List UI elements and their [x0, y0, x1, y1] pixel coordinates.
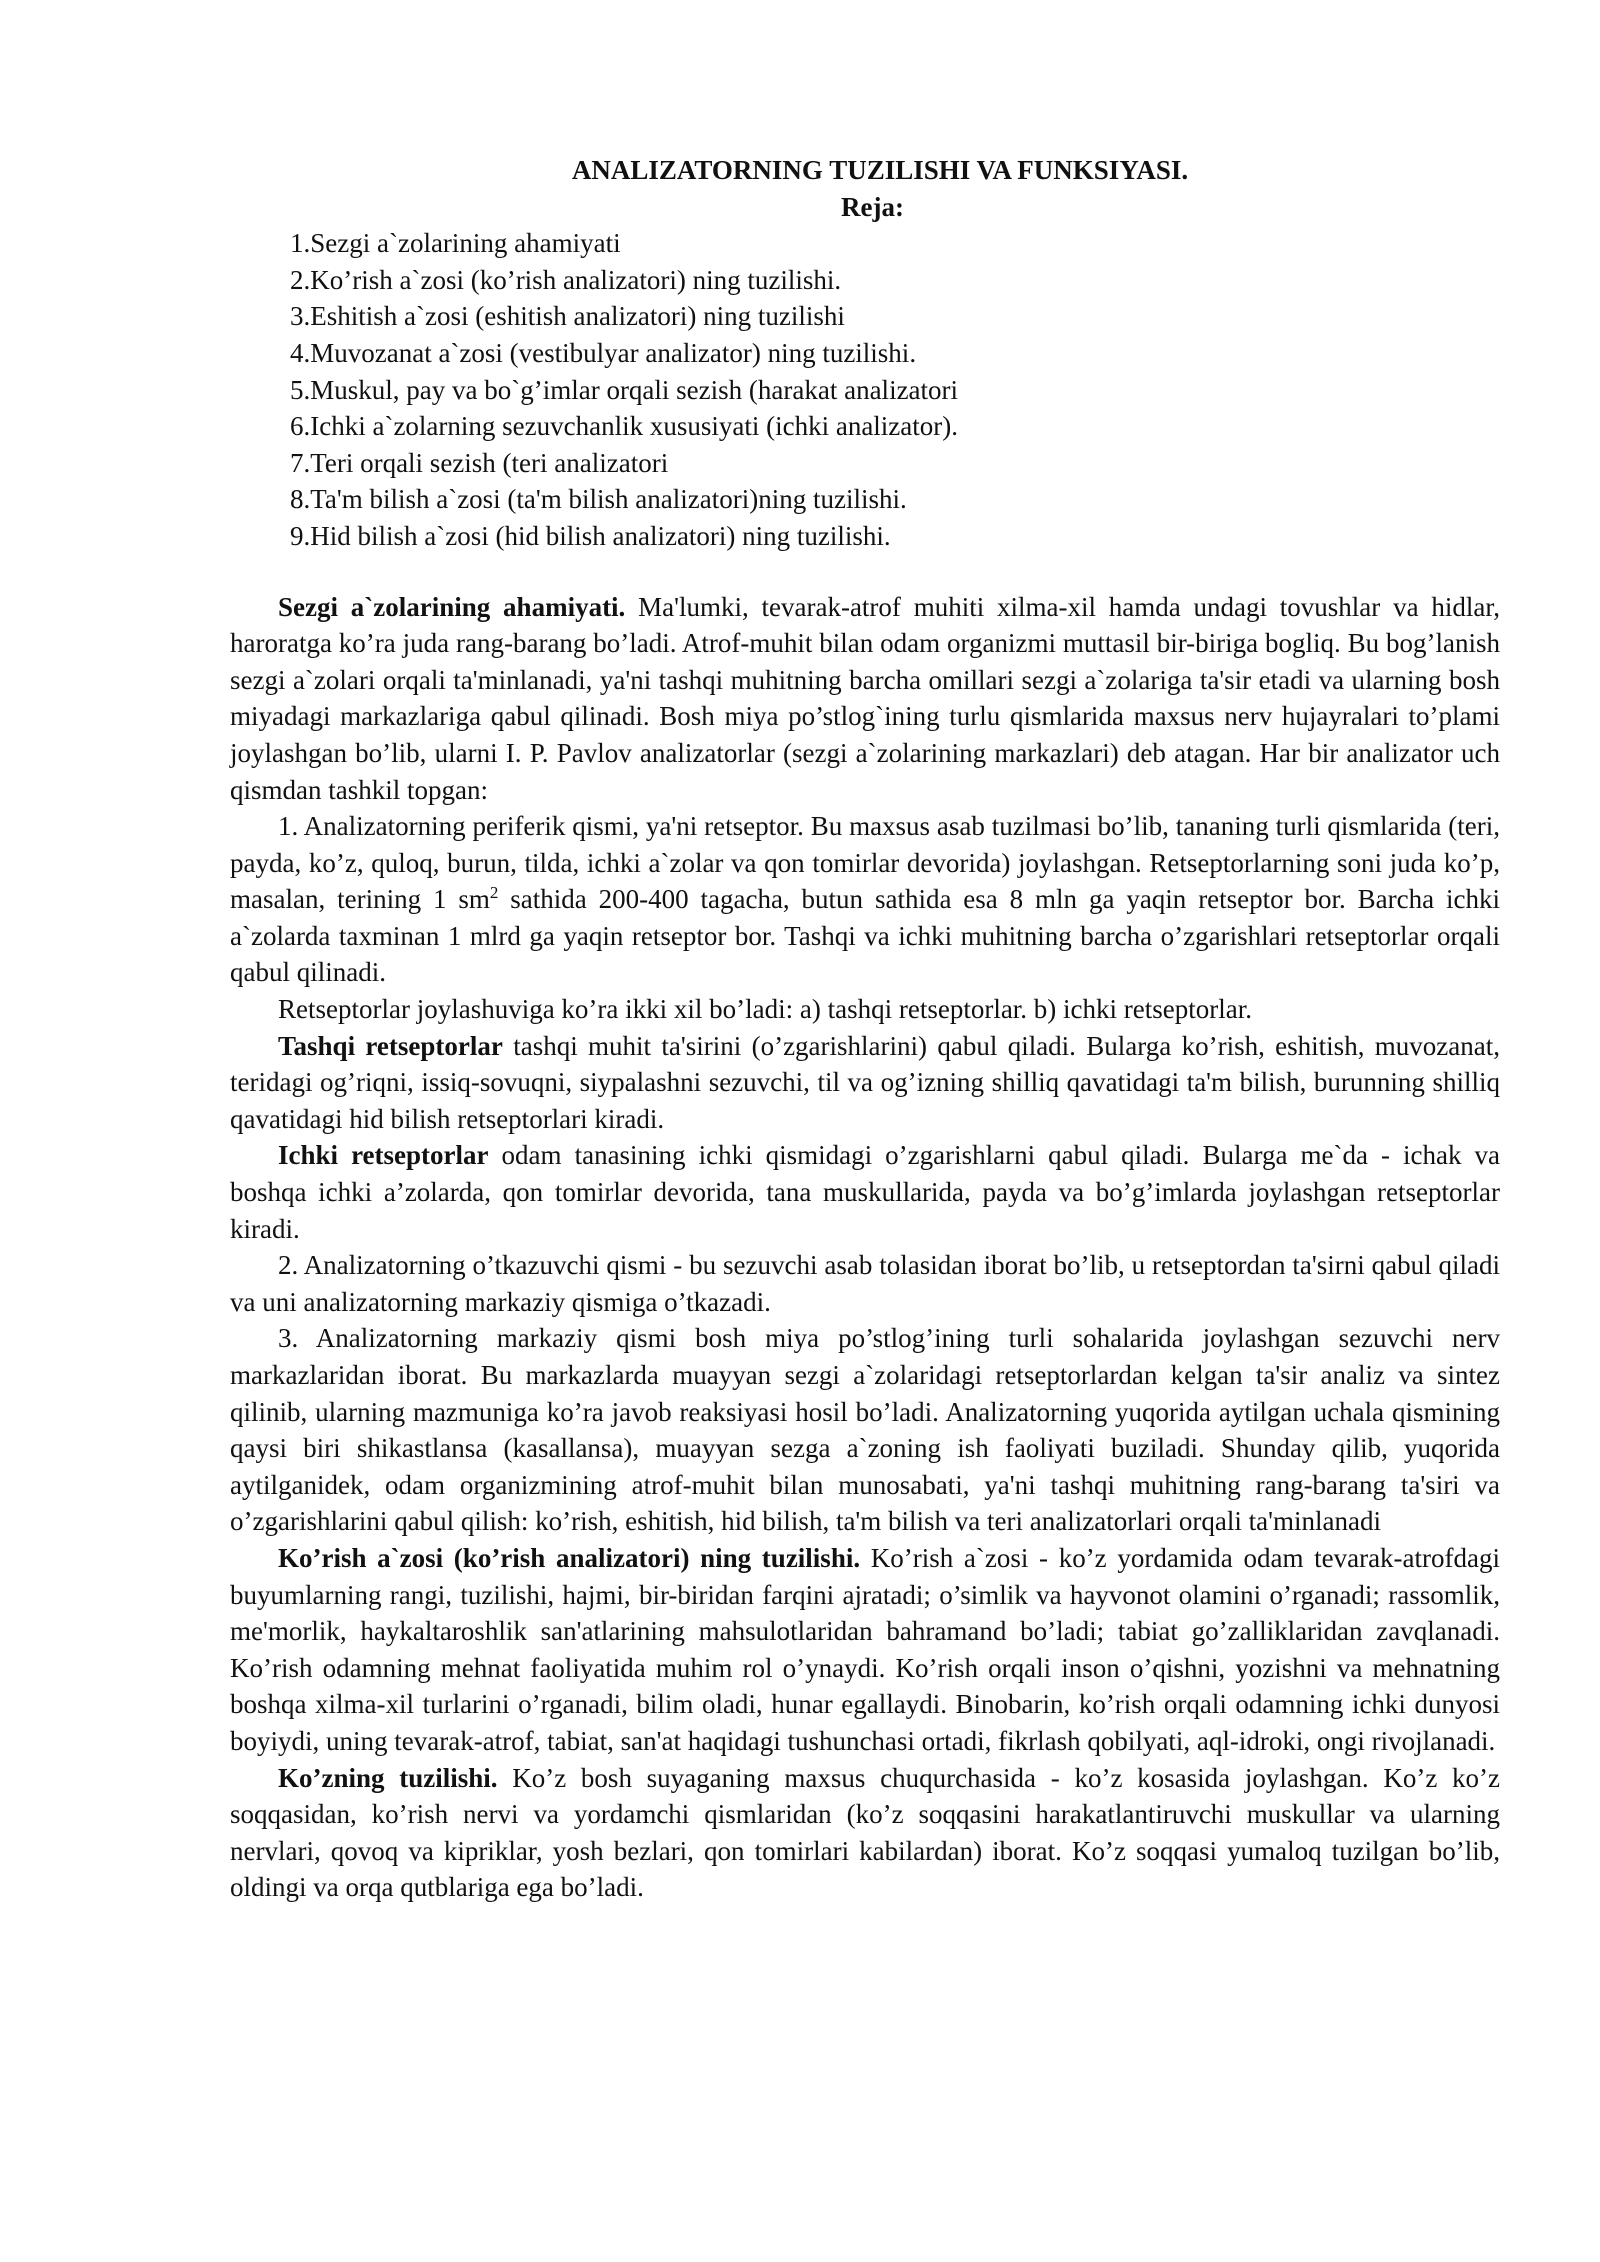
plan-item: 2.Ko’rish a`zosi (ko’rish analizatori) ning tuzilishi. [290, 264, 842, 295]
paragraph-text: 3. Analizatorning markaziy qismi bosh miya po’stlog’ining turli sohalarida joylashgan sezuvchi nerv markazlaridan iborat. Bu markazlarda muayyan sezgi a`zolaridagi retseptorlardan kelgan ta'sir analiz va sintez qilinib, ularning mazmuniga ko’ra javob reaksiyasi hosil bo’ladi. Analizatorning yuqorida aytilgan uchala qismining qaysi biri shikastlansa (kasallansa), muayyan sezga a`zoning ish faoliyati buziladi. Shunday qilib, yuqorida aytilganidek, odam organizmining atrof-muhit bilan munosabati, ya'ni tashqi muhitning rang-barang ta'siri va o’zgarishlarini qabul qilish: ko’rish, eshitish, hid bilish, ta'm bilish va teri analizatorlari orqali ta'minlanadi [230, 1323, 1500, 1537]
plan-item: 6.Ichki a`zolarning sezuvchanlik xususiyati (ichki analizator). [290, 411, 959, 442]
paragraph-text: Ko’z bosh suyaganing maxsus chuqurchasida - ko’z kosasida joylashgan. Ko’z ko’z soqqasidan, ko’rish nervi va yordamchi qismlaridan (ko’z soqqasini harakatlantiruvchi muskullar va ularning nervlari, qovoq va kipriklar, yosh bezlari, qon tomirlari kabilardan) iborat. Ko’z soqqasi yumaloq tuzilgan bo’lib, oldingi va orqa qutblariga ega bo’ladi. [230, 1762, 1500, 1903]
spacer [230, 555, 1500, 589]
plan-item: 5.Muskul, pay va bo`g’imlar orqali sezish (harakat analizatori [290, 374, 959, 405]
plan-item: 4.Muvozanat a`zosi (vestibulyar analizator) ning tuzilishi. [290, 337, 917, 368]
paragraph-text: 2. Analizatorning o’tkazuvchi qismi - bu sezuvchi asab tolasidan iborat bo’lib, u retseptordan ta'sirni qabul qiladi va uni analizatorning markaziy qismiga o’tkazadi. [230, 1250, 1500, 1317]
paragraph-peripheral-part [230, 808, 1500, 991]
paragraph-internal-receptors [230, 1137, 1500, 1247]
plan-item: 7.Teri orqali sezish (teri analizatori [290, 447, 669, 478]
superscript: 2 [489, 883, 499, 903]
paragraph-heading: Tashqi retseptorlar [278, 1030, 503, 1061]
plan-item: 9.Hid bilish a`zosi (hid bilish analizatori) ning tuzilishi. [290, 520, 891, 551]
paragraph-text: 1. Analizatorning periferik qismi, ya'ni retseptor. Bu maxsus asab tuzilmasi bo’lib, tananing turli qismlarida (teri, payda, ko’z, quloq, burun, tilda, ichki a`zolar va qon tomirlar devorida) joylashgan. Retseptorlarning soni juda ko’p, masalan, terining 1 sm [230, 811, 1500, 915]
paragraph-text: sathida 200-400 tagacha, butun sathida esa 8 mln ga yaqin retseptor bor. Barcha ichki a`zolarda taxminan 1 mlrd ga yaqin retseptor bor. Tashqi va ichki muhitning barcha o’zgarishlari retseptorlar orqali qabul qilinadi. [230, 884, 1500, 988]
paragraph-receptor-types [230, 991, 1500, 1028]
plan-item: 8.Ta'm bilish a`zosi (ta'm bilish analizatori)ning tuzilishi. [290, 484, 907, 515]
paragraph-heading: Sezgi a`zolarining ahamiyati. [278, 591, 626, 622]
paragraph-sense-organs [230, 589, 1500, 809]
paragraph-text: Ma'lumki, tevarak-atrof muhiti xilma-xil hamda undagi tovushlar va hidlar, haroratga ko’ra juda rang-barang bo’ladi. Atrof-muhit bilan odam organizmi muttasil bir-biriga bogliq. Bu bog’lanish sezgi a`zolari orqali ta'minlanadi, ya'ni tashqi muhitning barcha omillari sezgi a`zolariga ta'sir etadi va ularning bosh miyadagi markazlariga qabul qilinadi. Bosh miya po’stlog`ining turlu qismlarida maxsus nerv hujayralari to’plami joylashgan bo’lib, ularni I. P. Pavlov analizatorlar (sezgi a`zolarining markazlari) deb atagan. Har bir analizator uch qismdan tashkil topgan: [230, 591, 1500, 805]
paragraph-central-part [230, 1320, 1500, 1540]
plan-item: 3.Eshitish a`zosi (eshitish analizatori) ning tuzilishi [290, 301, 845, 332]
plan-list [230, 225, 1500, 554]
paragraph-vision-organ [230, 1540, 1500, 1760]
paragraph-conducting-part [230, 1247, 1500, 1320]
paragraph-text: tashqi muhit ta'sirini (o’zgarishlarini) qabul qiladi. Bularga ko’rish, eshitish, muvozanat, teridagi og’riqni, issiq-sovuqni, siypalashni sezuvchi, til va og’izning shilliq qavatidagi ta'm bilish, burunning shilliq qavatidagi hid bilish retseptorlari kiradi. [230, 1030, 1500, 1134]
paragraph-eye-structure [230, 1760, 1500, 1906]
paragraph-external-receptors [230, 1028, 1500, 1138]
plan-heading: Reja: [841, 191, 904, 222]
paragraph-heading: Ichki retseptorlar [278, 1140, 489, 1171]
paragraph-text: odam tanasining ichki qismidagi o’zgarishlarni qabul qiladi. Bularga me`da - ichak va boshqa ichki a’zolarda, qon tomirlar devorida, tana muskullarida, payda va bo’g’imlarda joylashgan retseptorlar kiradi. [230, 1140, 1501, 1244]
paragraph-text: Ko’rish a`zosi - ko’z yordamida odam tevarak-atrofdagi buyumlarning rangi, tuzilishi, hajmi, bir-biridan farqini ajratadi; o’simlik va hayvonot olamini o’rganadi; rassomlik, me'morlik, haykaltaroshlik san'atlarining mahsulotlaridan bahramand bo’ladi; tabiat go’zalliklaridan zavqlanadi. Ko’rish odamning mehnat faoliyatida muhim rol o’ynaydi. Ko’rish orqali inson o’qishni, yozishni va mehnatning boshqa xilma-xil turlarini o’rganadi, bilim oladi, hunar egallaydi. Binobarin, ko’rish orqali odamning ichki dunyosi boyiydi, uning tevarak-atrof, tabiat, san'at haqidagi tushunchasi ortadi, fikrlash qobilyati, aql-idroki, ongi rivojlanadi. [230, 1542, 1500, 1756]
paragraph-text: Retseptorlar joylashuviga ko’ra ikki xil bo’ladi: a) tashqi retseptorlar. b) ichki retseptorlar. [278, 994, 1252, 1025]
paragraph-heading: Ko’rish a`zosi (ko’rish analizatori) ning tuzilishi. [278, 1542, 861, 1573]
plan-item: 1.Sezgi a`zolarining ahamiyati [290, 228, 621, 259]
paragraph-heading: Ko’zning tuzilishi. [278, 1762, 498, 1793]
page-title: ANALIZATORNING TUZILISHI VA FUNKSIYASI. [571, 155, 1189, 185]
